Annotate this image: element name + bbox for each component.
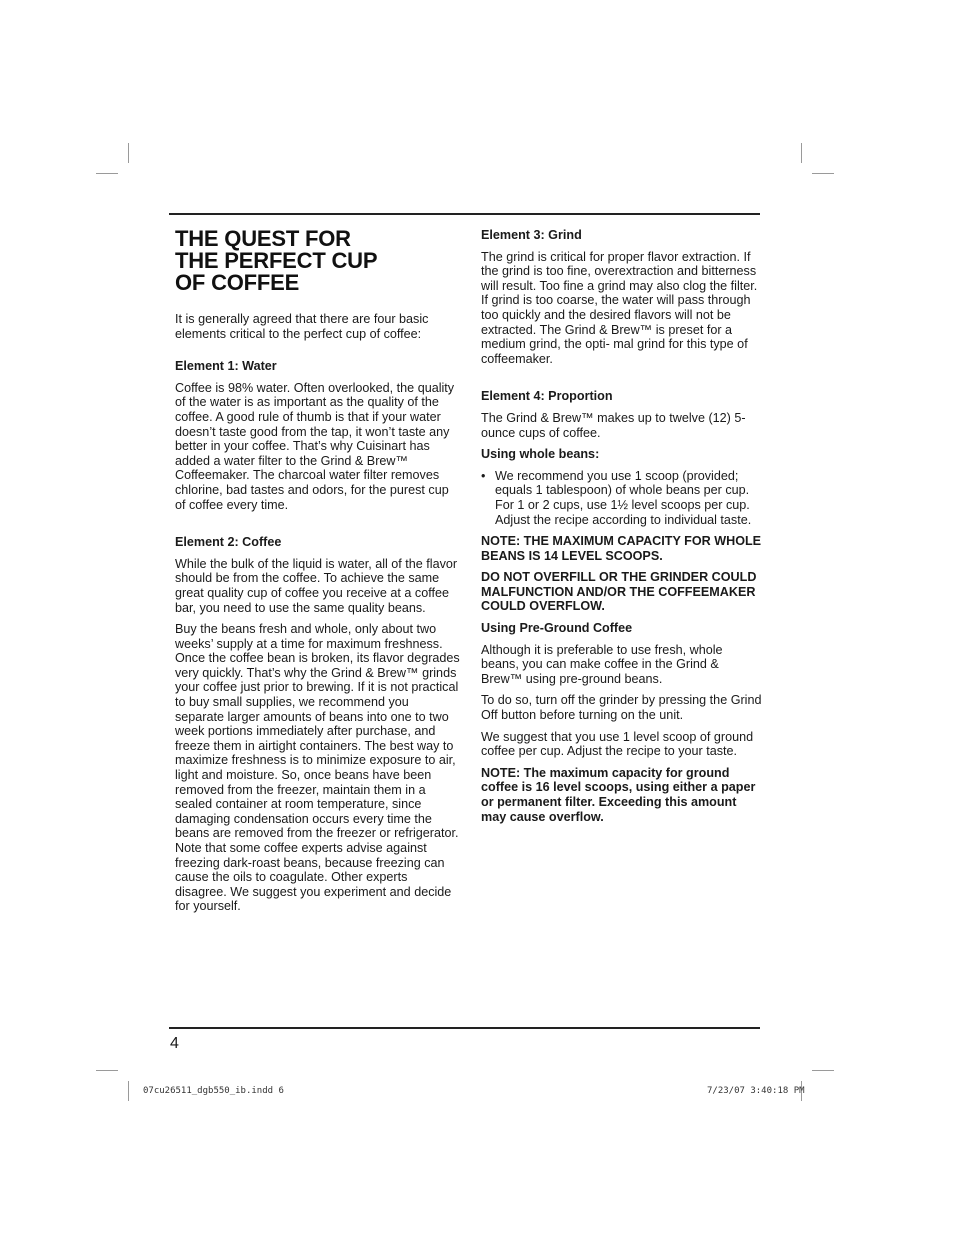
element1-body: Coffee is 98% water. Often overlooked, the quality of the water is as important as the quality of the coffee. A good rule of thumb is that if your water doesn’t taste good from the tap, it won’t taste any better in your coffee. That’s why Cuisinart has added a water filter to the Grind & Brew™ Coffeemaker. The charcoal water filter removes chlorine, bad tastes and odors, for the purest cup of coffee every time.	[175, 380, 455, 512]
intro-paragraph: It is generally agreed that there are four basic elements critical to the perfect cup of coffee:	[175, 312, 429, 341]
whole-beans-capacity-note: NOTE: THE MAXIMUM CAPACITY FOR WHOLE BEANS IS 14 LEVEL SCOOPS.	[481, 534, 762, 563]
element3-body: The grind is critical for proper flavor extraction. If the grind is too fine, overextraction and bitterness will result. Too fine a grind may also clog the filter. If grind is too coarse, the water will pass through too quickly and the desired flavors will not be extracted. The Grind & Brew™ is preset for a medium grind, the opti- mal grind for this type of coffeemaker.	[481, 249, 758, 366]
list-item: • We recommend you use 1 scoop (provided; equals 1 tablespoon) of whole beans per cup. For 1 or 2 cups, use 1½ level scoops per cup. Adjust the recipe according to individual taste.	[481, 469, 763, 527]
ground-capacity-note: NOTE: The maximum capacity for ground coffee is 16 level scoops, using either a paper or permanent filter. Exceeding this amount may cause overflow.	[481, 765, 756, 824]
right-column	[481, 228, 763, 831]
crop-mark	[96, 173, 118, 174]
top-rule	[169, 213, 760, 215]
slug-file: 07cu26511_dgb550_ib.indd 6	[143, 1086, 284, 1096]
element4-heading: Element 4: Proportion	[481, 389, 613, 404]
element2-body-1: While the bulk of the liquid is water, all of the flavor should be from the coffee. To achieve the same great quality cup of coffee you receive at a coffee bar, you need to use the same quality beans.	[175, 556, 458, 615]
page-number: 4	[170, 1035, 179, 1052]
whole-beans-heading: Using whole beans:	[481, 447, 600, 462]
crop-mark	[812, 173, 834, 174]
pre-ground-body-1: Although it is preferable to use fresh, whole beans, you can make coffee in the Grind & Brew™ using pre-ground beans.	[481, 642, 723, 686]
element3-heading: Element 3: Grind	[481, 228, 582, 242]
element2-heading: Element 2: Coffee	[175, 535, 282, 550]
left-column	[175, 228, 460, 921]
title-line: THE QUEST FOR	[175, 226, 351, 251]
crop-mark	[128, 143, 129, 163]
pre-ground-body-2: To do so, turn off the grinder by pressing the Grind Off button before turning on the unit.	[481, 693, 762, 723]
bottom-rule	[169, 1027, 760, 1029]
page-title	[175, 228, 460, 294]
whole-beans-list	[481, 469, 763, 527]
title-line: THE PERFECT CUP	[175, 248, 378, 273]
pre-ground-heading: Using Pre-Ground Coffee	[481, 621, 633, 636]
element2-body-2: Buy the beans fresh and whole, only about two weeks’ supply at a time for maximum freshness. Once the coffee bean is broken, its flavor degrades very quickly. That’s why the Grind & Brew™ grinds your coffee just prior to brewing. If it is not practical to buy small supplies, we recommend you separate larger amounts of beans into one to two week portions immediately after purchase, and freeze them in airtight containers. The best way to maximize freshness is to minimize exposure to air, light and moisture. So, once beans have been removed from the freezer, maintain them in a sealed container at room temperature, since damaging condensation occurs every time the beans are removed from the freezer or refrigerator. Note that some coffee experts advise against freezing dark-roast beans, because freezing can cause the oils to coagulate. Other experts disagree. We suggest you experiment and decide for yourself.	[175, 622, 460, 914]
element4-body: The Grind & Brew™ makes up to twelve (12) 5-ounce cups of coffee.	[481, 410, 746, 440]
element1-heading: Element 1: Water	[175, 359, 277, 374]
title-line: OF COFFEE	[175, 270, 300, 295]
crop-mark	[128, 1081, 129, 1101]
pre-ground-body-3: We suggest that you use 1 level scoop of ground coffee per cup. Adjust the recipe to your taste.	[481, 729, 754, 759]
slug-date: 7/23/07 3:40:18 PM	[707, 1086, 805, 1096]
overfill-warning: DO NOT OVERFILL OR THE GRINDER COULD MALFUNCTION AND/OR THE COFFEEMAKER COULD OVERFLOW.	[481, 570, 757, 614]
crop-mark	[96, 1070, 118, 1071]
crop-mark	[812, 1070, 834, 1071]
crop-mark	[801, 143, 802, 163]
